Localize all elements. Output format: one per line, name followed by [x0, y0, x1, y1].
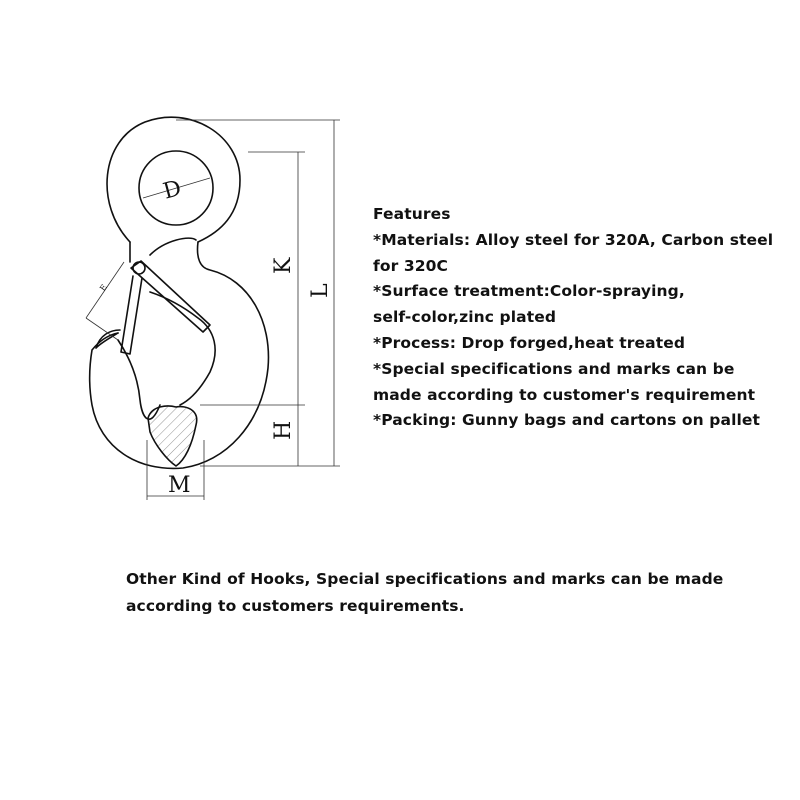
feature-line: made according to customer's requirement: [373, 385, 756, 404]
feature-line: *Process: Drop forged,heat treated: [373, 333, 686, 352]
cross-section: [148, 406, 197, 466]
features-block: [373, 202, 773, 434]
hook-diagram: [0, 0, 360, 520]
label-l: L: [308, 283, 333, 298]
label-d: D: [160, 175, 185, 205]
other-hooks-line: Other Kind of Hooks, Special specifications and marks can be made: [126, 570, 724, 588]
feature-line: *Materials: Alloy steel for 320A, Carbon steel: [373, 230, 774, 249]
other-hooks-line: according to customers requirements.: [126, 597, 465, 615]
other-hooks-note: [126, 566, 766, 620]
label-e: E: [98, 282, 109, 293]
latch-arm: [121, 276, 142, 354]
latch-pin: [133, 262, 145, 274]
feature-line: for 320C: [373, 256, 448, 275]
feature-line: self-color,zinc plated: [373, 308, 557, 327]
feature-line: *Surface treatment:Color-spraying,: [373, 282, 685, 301]
label-h: H: [271, 420, 296, 440]
label-k: K: [271, 257, 296, 274]
features-heading: Features: [373, 205, 451, 223]
feature-line: *Packing: Gunny bags and cartons on pallet: [373, 411, 761, 430]
feature-line: *Special specifications and marks can be: [373, 359, 735, 378]
label-m: M: [168, 473, 191, 498]
hook-throat-curve: [118, 340, 160, 419]
